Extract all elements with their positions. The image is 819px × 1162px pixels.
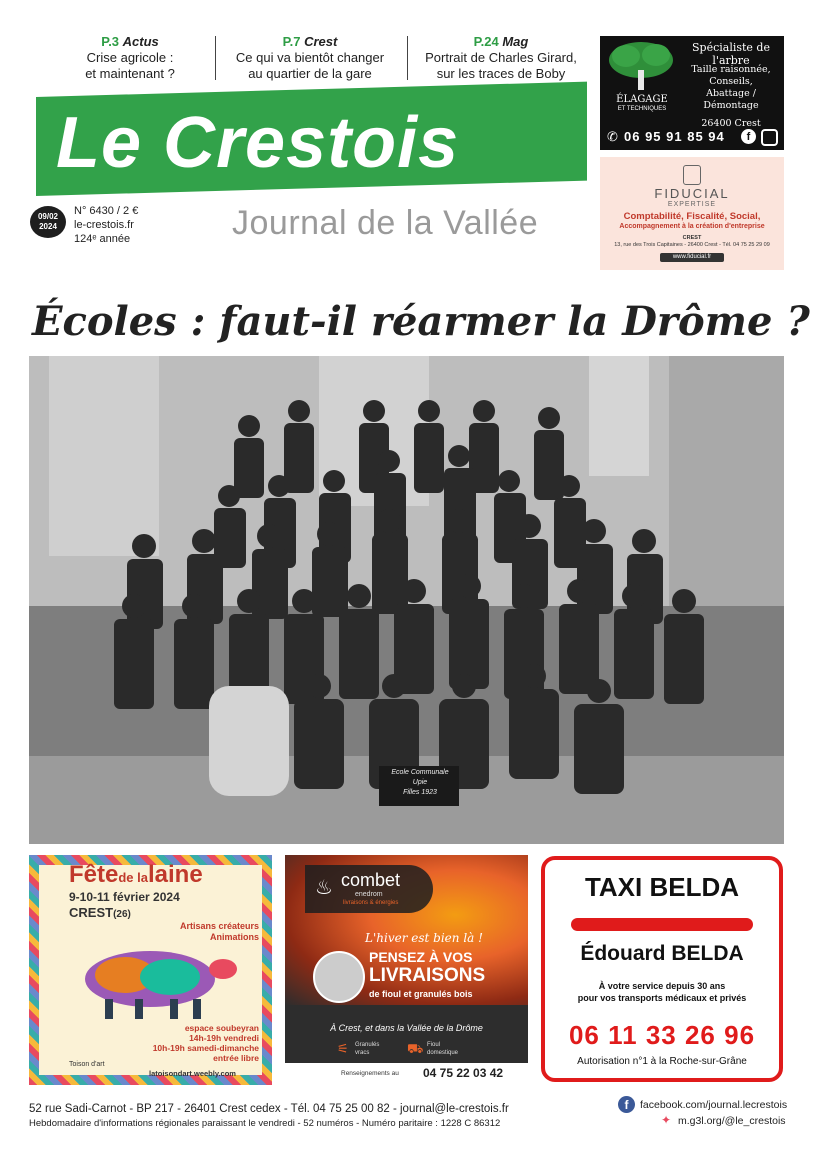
sheep-icon [65,941,240,1021]
date-badge [30,206,66,238]
laine-title-2: laine [147,861,203,888]
fiducial-sub: EXPERTISE [667,201,717,208]
slate-line: Filles 1923 [403,789,437,796]
footer-address: 52 rue Sadi-Carnot - BP 217 - 26401 Crest cedex - Tél. 04 75 25 00 82 - journal@le-crestois.fr [29,1103,509,1115]
laine-title [69,861,203,889]
elagage-headline: Spécialiste de l'arbre [692,41,770,67]
taxi-title: TAXI BELDA [584,872,740,902]
fiducial-tagline: Comptabilité, Fiscalité, Social, [623,211,761,222]
teaser-line: au quartier de la gare [248,66,372,81]
teaser-page: P.7 [282,34,301,49]
laine-dates: 9-10-11 février 2024 [69,890,180,904]
ad-elagage[interactable] [600,36,784,150]
photo-slate [381,768,459,798]
elagage-phone[interactable]: 06 95 91 85 94 [624,129,725,144]
site-link[interactable]: le-crestois.fr [74,219,134,231]
school-photo [29,356,784,844]
laine-org: Toison d'art [69,1061,105,1068]
ad-combet[interactable] [285,855,528,1085]
taxi-phone[interactable]: 06 11 33 26 96 [568,1020,756,1050]
taxi-desc1: À votre service depuis 30 ans [598,981,726,991]
combet-item1 [355,1041,379,1057]
teaser-page: P.24 [473,34,499,49]
fiducial-logo-icon [683,165,701,185]
laine-city-sub: (26) [113,909,131,920]
elagage-service: Conseils, [709,76,753,87]
teaser-crest[interactable] [220,34,400,82]
laine-title-1: Fête [69,861,119,888]
ad-taxi-belda[interactable] [541,856,783,1082]
elagage-services [678,64,784,130]
truck-icon: ⛟ [407,1041,424,1056]
issue-year: 124ᵉ année [74,233,131,245]
combet-item1b: vracs [355,1050,370,1056]
ad-fiducial[interactable] [600,157,784,270]
fiducial-tagline2: Accompagnement à la création d'entreprise [619,223,765,230]
main-headline[interactable]: Écoles : faut-il réarmer la Drôme ? [32,298,810,345]
combet-cta2: LIVRAISONS [369,965,486,986]
combet-info: Renseignements au [341,1070,399,1077]
facebook-icon[interactable]: f [741,129,756,144]
taxi-name: Édouard BELDA [580,942,744,965]
tree-icon [606,40,676,92]
ad-fete-laine[interactable] [29,855,272,1085]
combet-item1a: Granulés [355,1042,380,1048]
slate-line: Ecole Communale [391,769,449,776]
combet-item2a: Fioul [427,1042,441,1048]
laine-title-mid: de la [118,870,148,885]
date-year: 2024 [39,222,57,231]
combet-item2 [427,1041,458,1057]
combet-people-photo [313,951,365,1003]
laine-entry: entrée libre [213,1053,259,1063]
laine-line1: Artisans créateurs [179,921,259,931]
fiducial-city: CREST [682,235,702,241]
teaser-line: Ce qui va bientôt changer [235,50,385,65]
laine-hours: 14h-19h vendredi [189,1033,259,1043]
taxi-auth: Autorisation n°1 à la Roche-sur-Grâne [577,1056,747,1067]
masthead-title: Le Crestois [56,103,460,183]
fiducial-site[interactable]: www.fiducial.fr [660,253,724,262]
teaser-section: Mag [502,34,529,49]
elagage-brand-sub: ET TECHNIQUES [617,106,667,112]
fiducial-address: 13, rue des Trois Capitaines - 26400 Crest - Tél. 04 75 25 29 09 [614,242,770,248]
date-day: 09/02 [37,212,59,221]
footer-mastodon[interactable]: m.g3l.org/@le_crestois [678,1115,786,1127]
elagage-service: Abattage / Démontage [703,88,759,111]
teaser-line: Crise agricole : [86,50,174,65]
divider [215,36,216,80]
footer-info: Hebdomadaire d'informations régionales paraissant le vendredi - 52 numéros - Numéro paritaire : 1228 C 86312 [29,1118,501,1129]
laine-place: espace soubeyran [184,1023,259,1033]
elagage-brand: ÉLAGAGE [616,94,668,105]
laine-hours: 10h-19h samedi-dimanche [152,1043,259,1053]
laine-line2: Animations [209,932,259,942]
teaser-actus[interactable] [50,34,210,82]
combet-slogan: L'hiver est bien là ! [365,931,483,945]
combet-brand-tag: livraisons & énergies [343,900,399,906]
combet-cta1: PENSEZ À VOS [369,949,473,965]
laine-city-block [69,905,131,920]
taxi-red-bar [571,918,753,931]
masthead-subtitle: Journal de la Vallée [232,204,539,242]
teaser-line: sur les traces de Boby [436,66,566,81]
mastodon-icon[interactable]: ✦ [661,1113,672,1127]
teaser-section: Actus [122,34,159,49]
teaser-page: P.3 [101,34,120,49]
flame-icon: ♨ [315,877,333,899]
laine-site[interactable]: latoisondart.weebly.com [149,1069,236,1078]
taxi-desc2: pour vos transports médicaux et privés [577,993,747,1003]
teaser-line: et maintenant ? [85,66,175,81]
laine-schedule [119,1023,259,1063]
combet-item2b: domestique [427,1050,459,1056]
divider [407,36,408,80]
elagage-city: 26400 Crest [701,118,761,129]
issue-number: N° 6430 / 2 € [74,205,139,217]
combet-brand-sub: enedrom [355,891,383,898]
facebook-icon[interactable]: f [618,1096,635,1113]
slate-line: Upie [412,779,428,786]
phone-icon: ✆ [607,129,618,144]
fiducial-brand: FIDUCIAL [654,186,730,201]
footer-facebook[interactable]: facebook.com/journal.lecrestois [640,1099,788,1111]
teaser-line: Portrait de Charles Girard, [425,50,577,65]
combet-phone[interactable]: 04 75 22 03 42 [423,1066,504,1080]
pellets-icon: ⚟ [337,1041,349,1056]
issue-info [74,204,138,246]
teaser-section: Crest [304,34,338,49]
combet-brand: combet [341,870,401,890]
combet-area: À Crest, et dans la Vallée de la Drôme [330,1023,483,1033]
combet-cta3: de fioul et granulés bois [369,989,473,999]
laine-city: CREST [69,905,114,920]
elagage-service: Taille raisonnée, [691,64,771,75]
instagram-icon[interactable] [761,129,778,146]
